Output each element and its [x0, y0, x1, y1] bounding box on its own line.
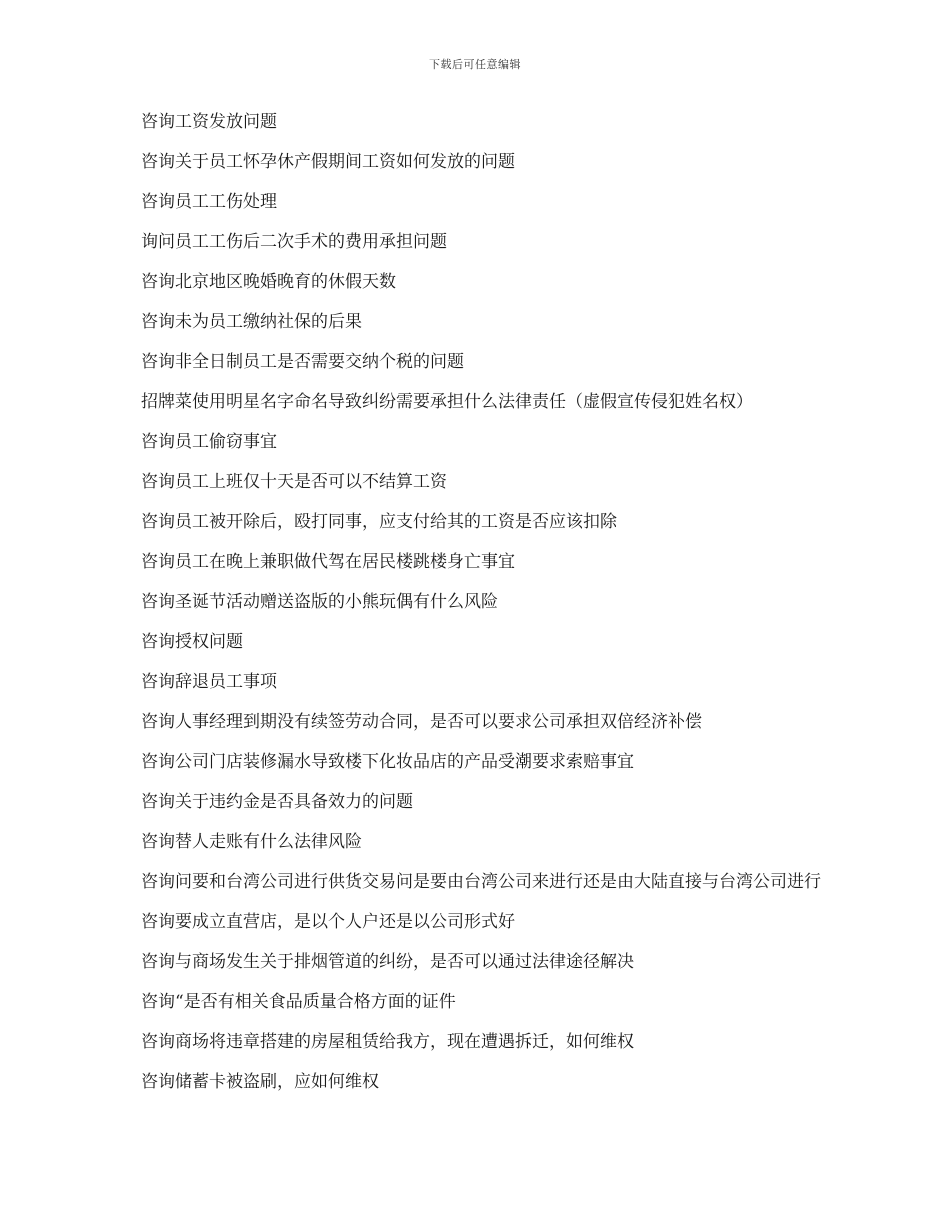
list-item: 咨询未为员工缴纳社保的后果: [141, 312, 362, 332]
list-item: 咨询问要和台湾公司进行供货交易问是要由台湾公司来进行还是由大陆直接与台湾公司进行: [141, 872, 821, 892]
list-item: 咨询关于员工怀孕休产假期间工资如何发放的问题: [141, 152, 515, 172]
list-item: 咨询关于违约金是否具备效力的问题: [141, 792, 413, 812]
list-item: 咨询替人走账有什么法律风险: [141, 832, 362, 852]
list-item: 咨询与商场发生关于排烟管道的纠纷，是否可以通过法律途径解决: [141, 952, 634, 972]
list-item: 咨询人事经理到期没有续签劳动合同，是否可以要求公司承担双倍经济补偿: [141, 712, 702, 732]
list-item: 咨询工资发放问题: [141, 112, 277, 132]
list-item: 咨询员工偷窃事宜: [141, 432, 277, 452]
list-item: 咨询员工在晚上兼职做代驾在居民楼跳楼身亡事宜: [141, 552, 515, 572]
list-item: 咨询非全日制员工是否需要交纳个税的问题: [141, 352, 464, 372]
list-item: 咨询员工工伤处理: [141, 192, 277, 212]
list-item: 咨询商场将违章搭建的房屋租赁给我方，现在遭遇拆迁，如何维权: [141, 1032, 634, 1052]
list-item: 咨询辞退员工事项: [141, 672, 277, 692]
list-item: 咨询北京地区晚婚晚育的休假天数: [141, 272, 396, 292]
consultation-list: [141, 110, 821, 1110]
list-item: 咨询圣诞节活动赠送盗版的小熊玩偶有什么风险: [141, 592, 498, 612]
list-item: 咨询授权问题: [141, 632, 243, 652]
list-item: 咨询要成立直营店，是以个人户还是以公司形式好: [141, 912, 515, 932]
page-header: 下载后可任意编辑: [429, 58, 521, 71]
list-item: 咨询员工被开除后，殴打同事，应支付给其的工资是否应该扣除: [141, 512, 617, 532]
list-item: 询问员工工伤后二次手术的费用承担问题: [141, 232, 447, 252]
list-item: 咨询员工上班仅十天是否可以不结算工资: [141, 472, 447, 492]
list-item: 招牌菜使用明星名字命名导致纠纷需要承担什么法律责任（虚假宣传侵犯姓名权）: [141, 392, 753, 412]
list-item: 咨询公司门店装修漏水导致楼下化妆品店的产品受潮要求索赔事宜: [141, 752, 634, 772]
list-item: 咨询储蓄卡被盗刷，应如何维权: [141, 1072, 379, 1092]
list-item: 咨询“是否有相关食品质量合格方面的证件: [141, 992, 456, 1012]
